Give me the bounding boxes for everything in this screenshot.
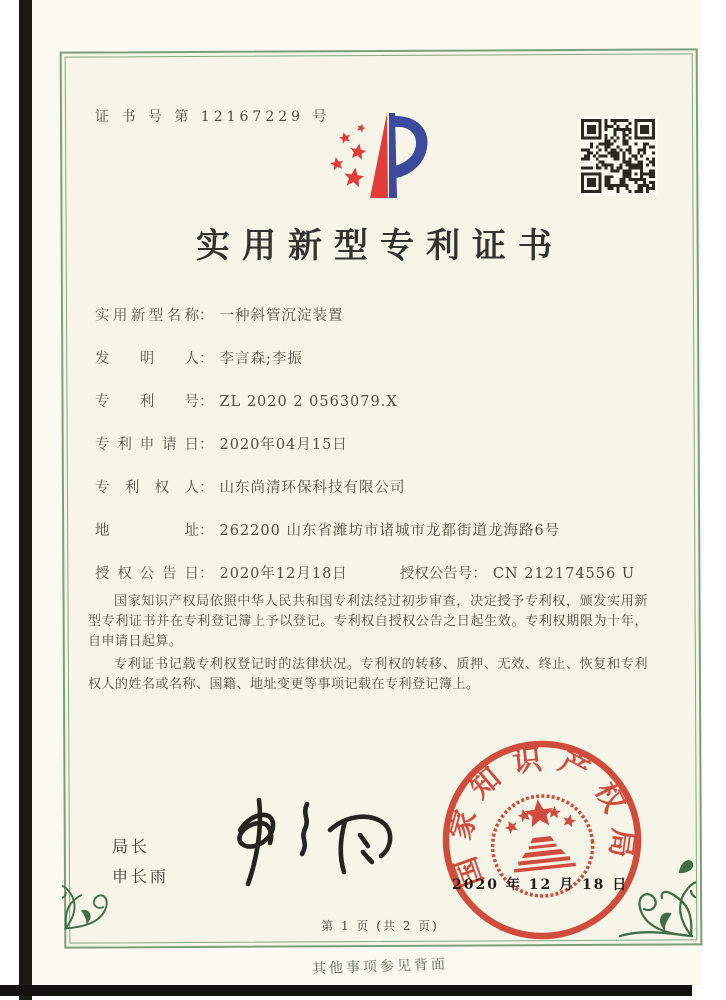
field-value: 2020年04月15日 <box>219 437 348 453</box>
field-grant-announcement: 授权公告日： 2020年12月18日 授权公告号： CN 212174556 U <box>95 562 655 605</box>
legal-paragraph-1: 国家知识产权局依照中华人民共和国专利法经过初步审查，决定授予专利权，颁发实用新型专利证书并在专利登记簿上予以登记。专利权自授权公告之日起生效。专利权期限为十年，自申请日起算。 <box>88 594 648 649</box>
field-value: 一种斜管沉淀装置 <box>219 308 344 324</box>
field-label: 专利申请日 <box>95 437 199 453</box>
grant-date-value: 2020年12月18日 <box>219 566 348 582</box>
scan-edge-left <box>19 0 32 1000</box>
field-label: 专利权人 <box>95 480 199 496</box>
back-note: 其他事项参见背面 <box>311 956 449 978</box>
field-utility-model-name: 实用新型名称： 一种斜管沉淀装置 <box>95 304 655 347</box>
grant-no-label: 授权公告号 <box>399 566 473 582</box>
director-name: 申长雨 <box>112 867 170 886</box>
field-address: 地址： 262200 山东省潍坊市诸城市龙都街道龙海路6号 <box>95 519 655 562</box>
seal-ring-text: 国家知识产权局 <box>442 740 641 892</box>
certificate-title: 实用新型专利证书 <box>196 226 564 266</box>
field-patent-number: 专利号： ZL 2020 2 0563079.X <box>95 390 655 433</box>
field-label: 授权公告日 <box>95 566 199 582</box>
page-number: 第 1 页 (共 2 页) <box>321 919 439 933</box>
cnipa-logo-icon <box>308 110 430 202</box>
field-filing-date: 专利申请日： 2020年04月15日 <box>95 433 655 476</box>
seal-date: 2020 年 12 月 18 日 <box>452 877 629 893</box>
field-label: 专利号 <box>95 394 199 410</box>
logo-stars <box>329 122 367 187</box>
logo-p-bowl <box>395 116 428 178</box>
director-title: 局长 <box>112 837 151 856</box>
logo-red-wedge <box>370 113 388 198</box>
grant-no-value: CN 212174556 U <box>492 566 636 582</box>
signature-icon <box>212 794 402 890</box>
scan-edge-bottom <box>0 985 692 996</box>
field-value: 山东尚清环保科技有限公司 <box>219 480 406 496</box>
qr-code-icon <box>578 116 658 196</box>
field-label: 发明人 <box>95 351 199 367</box>
field-inventor: 发明人： 李言森;李振 <box>95 347 655 390</box>
field-label: 实用新型名称 <box>95 308 199 324</box>
signoff-block <box>112 832 169 892</box>
field-value: 李言森;李振 <box>219 351 303 367</box>
field-value: 262200 山东省潍坊市诸城市龙都街道龙海路6号 <box>219 523 561 539</box>
certificate-number: 证 书 号 第 12167229 号 <box>95 109 331 125</box>
field-list <box>95 304 655 605</box>
field-value: ZL 2020 2 0563079.X <box>219 394 398 410</box>
legal-paragraph-2: 专利证书记载专利权登记时的法律状况。专利权的转移、质押、无效、终止、恢复和专利权人的姓名或名称、国籍、地址变更等事项记载在专利登记簿上。 <box>88 657 648 692</box>
legal-text <box>88 592 648 698</box>
field-label: 地址 <box>95 523 199 539</box>
field-patentee: 专利权人： 山东尚清环保科技有限公司 <box>95 476 655 519</box>
official-seal-icon <box>437 735 647 945</box>
